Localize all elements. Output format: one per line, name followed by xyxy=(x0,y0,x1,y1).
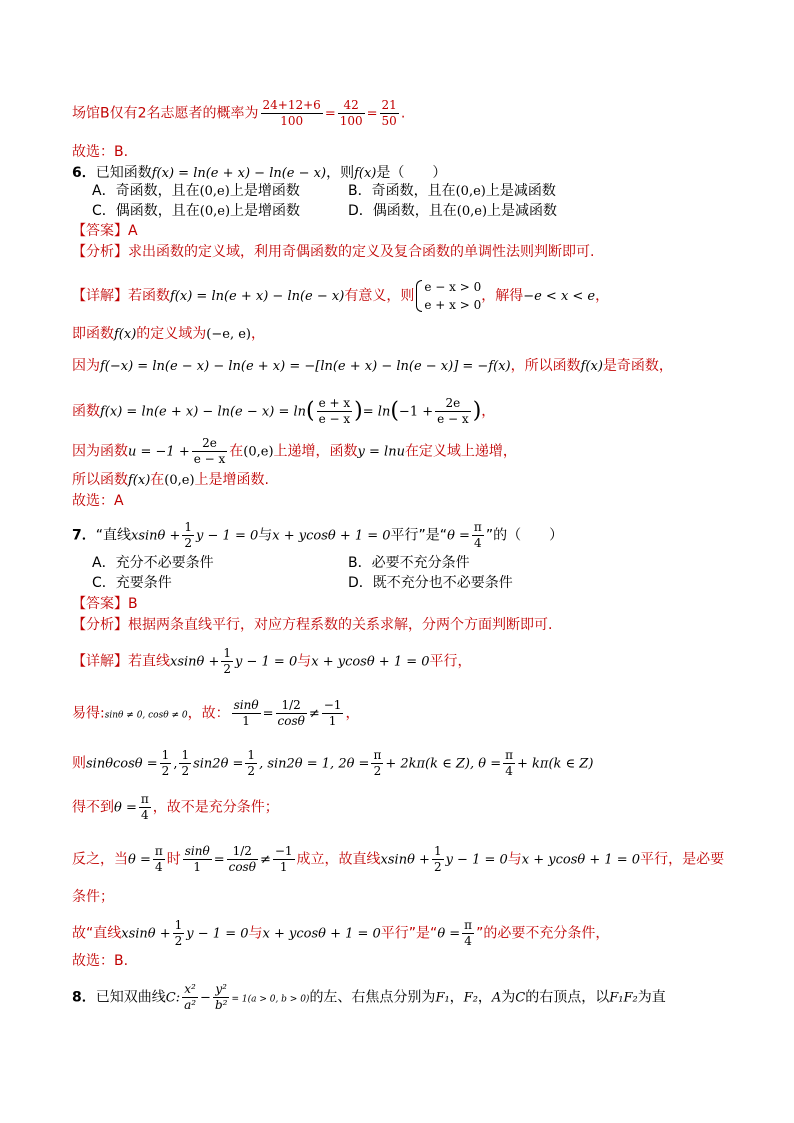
q7-d5-l1b: y − 1 = 0 xyxy=(445,852,508,868)
q7-d5-f2n: 1/2 xyxy=(227,844,258,860)
q7-d7-pi4 xyxy=(462,918,474,949)
q6-opt-c-int: (0,e) xyxy=(199,204,231,219)
q6-detail-tag: 【详解】 xyxy=(72,288,128,304)
q8-frac-x xyxy=(182,982,198,1013)
q6-d4-end: ， xyxy=(481,403,496,420)
q7-option-c xyxy=(92,573,172,593)
q5-fraction-3 xyxy=(380,98,399,129)
q6-d4-n2: 2e xyxy=(435,396,471,412)
q7-d5-d: 4 xyxy=(154,860,163,874)
q6-opt-a-letter: A． xyxy=(92,183,116,199)
q7-d5-f3n: −1 xyxy=(274,844,293,858)
q7-d2-frac2 xyxy=(276,698,307,729)
q6-d5-d2: 在定义域上递增， xyxy=(404,443,517,460)
q6-d3-expr: f(−x) = ln(e − x) − ln(e + x) = −[ln(e + x) − ln(e − x)] = −f(x) xyxy=(100,359,511,374)
q8-n1: x² xyxy=(182,982,198,998)
q6-detail-2 xyxy=(72,324,265,345)
q6-d3-a: 因为 xyxy=(72,358,100,374)
q7-opt-b-letter: B． xyxy=(348,555,372,571)
q7-final-answer: 故选：B. xyxy=(72,953,129,969)
q7-d1-n: 1 xyxy=(223,646,232,660)
q6-d4-expr: f(x) = ln(e + x) − ln(e − x) = ln xyxy=(100,404,307,420)
q5-fraction-1 xyxy=(261,98,323,129)
q7-opt-a-letter: A． xyxy=(92,555,116,571)
q8-stem-b: 的左、右焦点分别为 xyxy=(309,989,436,1006)
q7-d5-hn: 1 xyxy=(433,844,442,858)
q8-stem-g: 为直 xyxy=(637,989,666,1006)
q7-d3-n3: 1 xyxy=(247,748,256,762)
q7-d2-f1n: sinθ xyxy=(233,698,259,712)
q7-stem-a: “直线 xyxy=(95,527,132,544)
q8-minus: − xyxy=(200,990,211,1006)
q6-d4-rparen2: ) xyxy=(472,398,482,424)
q7-d7-l1a: xsinθ + xyxy=(121,926,171,942)
q7-d7-pn: π xyxy=(464,918,473,932)
q7-d3-e4: , sin2θ = 1, 2θ = xyxy=(259,756,370,772)
q8-A: A xyxy=(491,990,502,1006)
q6-d3-fx: f(x) xyxy=(580,359,603,374)
q6-opt-c-letter: C． xyxy=(92,203,116,219)
q6-stem-a: 已知函数 xyxy=(95,165,152,181)
q7-stem-c: 平行”是“ xyxy=(390,527,448,544)
q7-d5-l2: x + ycosθ + 1 = 0 xyxy=(521,852,641,868)
q7-d3-d4: 2 xyxy=(373,764,382,778)
q8-n2: y² xyxy=(213,982,230,998)
q6-opt-a-text: 奇函数，且在 xyxy=(115,183,200,199)
q7-stem-b: 与 xyxy=(258,527,273,544)
q7-d7-l2: x + ycosθ + 1 = 0 xyxy=(262,926,381,942)
q7-d5-f3d: 1 xyxy=(279,860,288,874)
q6-final-answer: 故选：A xyxy=(72,493,124,509)
q5-eq1: = xyxy=(324,106,336,122)
q6-d2-a: 即函数 xyxy=(72,326,114,342)
q7-d3-frac2 xyxy=(179,748,191,779)
q7-d3-e2: , xyxy=(173,756,178,772)
q7-d2-cond: sinθ ≠ 0, cosθ ≠ 0 xyxy=(104,710,188,721)
q7-detail-3 xyxy=(72,748,593,779)
q7-detail-5 xyxy=(72,844,724,875)
q7-d7-b: 与 xyxy=(248,925,263,942)
q7-option-d xyxy=(348,573,513,593)
q6-d4-n1: e + x xyxy=(318,396,351,410)
q7-stem-pn: π xyxy=(473,520,482,534)
q7-detail-1 xyxy=(72,646,472,677)
q7-d3-e6: + kπ(k ∈ Z) xyxy=(517,756,594,772)
q7-d7-a: 故“直线 xyxy=(72,925,122,942)
q6-opt-c-end: 上是增函数 xyxy=(230,203,301,219)
q6-d3-b: ，所以函数 xyxy=(510,358,581,374)
q6-d4-d1: e − x xyxy=(318,412,351,426)
q7-analysis-tag: 【分析】 xyxy=(72,617,128,633)
q7-answer: B xyxy=(128,596,138,612)
q6-stem-fx: f(x) xyxy=(354,166,377,181)
q8-stem-d: ， xyxy=(477,989,492,1006)
q6-d1-end: ， xyxy=(595,288,610,304)
q6-option-d xyxy=(348,201,557,222)
q6-opt-c-text: 偶函数，且在 xyxy=(115,203,200,219)
q6-d1-a: 若函数 xyxy=(128,288,170,304)
q6-analysis-tag: 【分析】 xyxy=(72,244,128,260)
q8-f2: F₂ xyxy=(463,990,478,1006)
q6-option-a xyxy=(92,181,300,202)
q6-d2-b: 的定义域为 xyxy=(136,326,207,342)
q7-stem-pi4 xyxy=(472,520,484,551)
q6-answer: A xyxy=(128,223,138,239)
q6-d1-result: −e < x < e xyxy=(523,289,596,304)
q8-number: 8． xyxy=(72,989,96,1006)
q7-d3-n1: 1 xyxy=(161,748,170,762)
q6-d5-u: u = −1 + xyxy=(128,444,190,460)
q5-f3-den: 50 xyxy=(381,114,397,128)
q5-f3-num: 21 xyxy=(381,98,397,112)
q6-opt-b-letter: B． xyxy=(348,183,372,199)
q7-d4-d: 4 xyxy=(140,808,149,822)
q6-detail-5 xyxy=(72,436,517,467)
q7-option-b xyxy=(348,553,470,573)
q7-detail-tag: 【详解】 xyxy=(72,653,128,670)
q7-d3-n5: π xyxy=(505,748,514,762)
q7-d5-hd: 2 xyxy=(433,860,442,874)
q7-d5-frac2 xyxy=(227,844,258,875)
q7-d3-frac4 xyxy=(371,748,383,779)
q7-d2-end: ， xyxy=(345,705,360,722)
q5-f1-den: 100 xyxy=(280,114,304,128)
q8-stem xyxy=(72,982,666,1013)
q7-d3-n2: 1 xyxy=(181,748,190,762)
q6-answer-tag: 【答案】 xyxy=(72,223,128,239)
q6-option-b xyxy=(348,181,556,202)
q8-stem-f: 的右顶点，以 xyxy=(525,989,610,1006)
q7-d3-frac5 xyxy=(503,748,515,779)
q7-d4-pi4 xyxy=(139,792,151,823)
q8-stem-e: 为 xyxy=(501,989,516,1006)
q7-d7-theta: θ = xyxy=(437,926,461,942)
q8-d2: b² xyxy=(214,998,228,1012)
q7-d5-f1n: sinθ xyxy=(184,844,210,858)
q7-d3-e3: sin2θ = xyxy=(193,756,244,772)
q7-d1-c: 平行， xyxy=(429,653,472,670)
q7-stem-pd: 4 xyxy=(474,536,482,550)
q7-d3-d2: 2 xyxy=(181,764,190,778)
q6-d4-lparen1: ( xyxy=(306,398,315,424)
q7-answer-tag: 【答案】 xyxy=(72,596,128,612)
q8-f1f2: F₁F₂ xyxy=(609,990,638,1006)
q7-d5-ne: ≠ xyxy=(259,852,271,868)
q6-opt-a-int: (0,e) xyxy=(199,184,230,199)
q6-d3-c: 是奇函数， xyxy=(602,358,673,374)
q7-d2-a: 易得: xyxy=(72,705,105,722)
q7-d3-e5: + 2kπ(k ∈ Z), θ = xyxy=(385,756,502,772)
q8-stem-a: 已知双曲线 xyxy=(95,989,166,1006)
q7-d5-f1d: 1 xyxy=(193,860,202,874)
q7-d3-e1: sinθcosθ = xyxy=(86,756,158,772)
q6-d1-system xyxy=(414,278,481,314)
q7-d2-ne: ≠ xyxy=(308,706,320,722)
q6-stem-b: ，则 xyxy=(326,165,355,181)
q6-d1-c: ，解得 xyxy=(481,288,524,304)
q7-d5-half xyxy=(432,844,444,875)
q7-option-a xyxy=(92,553,214,573)
q6-d5-b: 在 xyxy=(229,443,244,460)
q7-d3-a: 则 xyxy=(72,755,86,772)
q5-fraction-2 xyxy=(338,98,365,129)
q5-eq2: = xyxy=(366,106,378,122)
q7-d5-b: 时 xyxy=(166,851,181,868)
q7-d5-n: π xyxy=(154,844,163,858)
q7-d7-pd: 4 xyxy=(464,934,472,948)
q7-d2-f2d: cosθ xyxy=(277,714,305,728)
q7-d3-d1: 2 xyxy=(161,764,170,778)
q6-d1-sys2: e + x > 0 xyxy=(424,298,482,312)
q6-opt-b-end: 上是减函数 xyxy=(485,183,556,199)
q7-d5-pi4 xyxy=(153,844,165,875)
q8-C: C xyxy=(515,990,526,1006)
q7-stem-theta: θ = xyxy=(447,528,470,544)
q6-d2-domain: (−e, e) xyxy=(206,327,251,342)
q7-d2-frac1 xyxy=(232,698,261,729)
q7-opt-c-letter: C． xyxy=(92,575,116,591)
q6-d2-end: ， xyxy=(250,326,265,342)
q5-answer: 故选：B. xyxy=(72,144,129,160)
q7-analysis-line xyxy=(72,615,552,635)
q6-opt-d-text: 偶函数，且在 xyxy=(372,203,457,219)
q6-d4-lparen2: ( xyxy=(390,398,399,424)
q7-d5-f2d: cosθ xyxy=(228,860,256,874)
q6-detail-3 xyxy=(72,356,673,377)
q8-f1: F₁ xyxy=(435,990,450,1006)
q7-stem-half xyxy=(182,520,194,551)
q7-d5-e: 平行，是必要 xyxy=(640,851,725,868)
q7-d1-b: 与 xyxy=(297,653,312,670)
q7-d1-l1a: xsinθ + xyxy=(170,654,220,670)
q6-detail-6 xyxy=(72,470,269,491)
q7-stem-e: ”的（ ） xyxy=(485,527,564,544)
q7-d1-l2: x + ycosθ + 1 = 0 xyxy=(311,654,430,670)
q7-stem-d: 2 xyxy=(184,536,193,550)
q6-d6-a: 所以函数 xyxy=(72,472,128,488)
q7-opt-d-text: 既不充分也不必要条件 xyxy=(372,575,513,591)
q5-f2-den: 100 xyxy=(339,114,363,128)
q7-opt-d-letter: D． xyxy=(348,575,373,591)
q7-detail-2 xyxy=(72,698,359,729)
q7-d3-frac3 xyxy=(245,748,257,779)
q7-stem-l1b: y − 1 = 0 xyxy=(196,528,259,544)
q5-conclusion-line xyxy=(72,98,405,129)
q7-d7-d: 2 xyxy=(174,934,183,948)
q6-d1-b: 有意义，则 xyxy=(344,288,415,304)
q6-option-c xyxy=(92,201,300,222)
q7-d7-l1b: y − 1 = 0 xyxy=(186,926,249,942)
q6-detail-4 xyxy=(72,396,495,427)
q8-stem-c: C: xyxy=(165,990,181,1006)
q7-opt-b-text: 必要不充分条件 xyxy=(371,555,470,571)
q6-d6-b: 在 xyxy=(150,472,165,488)
q6-d4-d2: e − x xyxy=(437,412,469,426)
q6-d4-pre2: −1 + xyxy=(398,404,434,420)
q7-d2-frac3 xyxy=(322,698,344,729)
q8-d1: a² xyxy=(184,998,197,1012)
q7-d2-f2n: 1/2 xyxy=(276,698,307,714)
q6-d4-frac1 xyxy=(317,396,353,427)
q7-d7-e: ”的必要不充分条件， xyxy=(476,925,610,942)
q7-d5-frac3 xyxy=(273,844,295,875)
q7-opt-c-text: 充要条件 xyxy=(115,575,172,591)
q7-stem-n: 1 xyxy=(184,520,193,534)
q7-d7-n: 1 xyxy=(174,918,183,932)
q7-d7-c: 平行”是“ xyxy=(380,925,438,942)
q7-d1-a: 若直线 xyxy=(128,653,170,670)
q6-d5-frac xyxy=(192,436,228,467)
q7-detail-6: 条件； xyxy=(72,889,114,905)
q7-d1-l1b: y − 1 = 0 xyxy=(235,654,298,670)
q7-d5-l1a: xsinθ + xyxy=(380,852,430,868)
q6-answer-line xyxy=(72,221,138,241)
q7-analysis: 根据两条直线平行，对应方程系数的关系求解，分两个方面判断即可. xyxy=(128,617,553,633)
q6-d4-a: 函数 xyxy=(72,403,100,420)
q6-d4-mid: = ln xyxy=(362,404,391,420)
q6-d5-n: 2e xyxy=(192,436,228,452)
q7-detail-7 xyxy=(72,918,609,949)
q5-conclusion-text: 场馆B仅有2名志愿者的概率为 xyxy=(72,105,259,122)
q6-analysis-line xyxy=(72,242,594,262)
q7-d3-frac1 xyxy=(160,748,172,779)
q5-f2-num: 42 xyxy=(338,98,365,114)
q6-d5-c: 上递增，函数 xyxy=(273,443,358,460)
q7-d5-frac1 xyxy=(183,844,212,875)
q6-d4-frac2 xyxy=(435,396,471,427)
q7-stem-l2: x + ycosθ + 1 = 0 xyxy=(272,528,391,544)
q6-d1-func: f(x) = ln(e + x) − ln(e − x) xyxy=(170,289,345,304)
q7-d2-b: ，故： xyxy=(187,705,230,722)
q6-d5-y: y = lnu xyxy=(357,444,405,460)
q6-opt-b-text: 奇函数，且在 xyxy=(371,183,456,199)
q7-answer-line xyxy=(72,594,138,614)
q5-f1-num: 24+12+6 xyxy=(262,98,321,112)
q6-d5-int: (0,e) xyxy=(243,444,274,460)
q6-d6-int: (0,e) xyxy=(164,473,195,488)
q7-stem xyxy=(72,520,563,551)
q8-frac-y xyxy=(213,982,230,1013)
q7-d3-d5: 4 xyxy=(505,764,513,778)
q7-d5-theta: θ = xyxy=(128,852,151,868)
q7-d3-n4: π xyxy=(373,748,382,762)
q7-number: 7． xyxy=(72,527,96,544)
q7-d1-d: 2 xyxy=(223,662,232,676)
q7-d3-d3: 2 xyxy=(247,764,256,778)
q7-d2-eq: = xyxy=(262,706,274,722)
q7-d5-eq: = xyxy=(213,852,225,868)
q6-stem-c: 是（ ） xyxy=(376,165,447,181)
q6-d5-a: 因为函数 xyxy=(72,443,128,460)
q6-detail-1 xyxy=(72,278,609,314)
q7-d1-half xyxy=(221,646,233,677)
q7-d7-half xyxy=(173,918,185,949)
q7-d5-c: 成立，故直线 xyxy=(296,851,381,868)
q8-cond: = 1(a > 0, b > 0) xyxy=(231,994,310,1005)
q7-stem-l1a: xsinθ + xyxy=(131,528,181,544)
q6-opt-d-int: (0,e) xyxy=(456,204,488,219)
q6-d1-sys1: e − x > 0 xyxy=(424,280,482,294)
q7-d4-a: 得不到 xyxy=(72,799,114,816)
q7-opt-a-text: 充分不必要条件 xyxy=(115,555,214,571)
q6-stem-func: f(x) = ln(e + x) − ln(e − x) xyxy=(151,166,327,181)
q6-opt-b-int: (0,e) xyxy=(455,184,486,199)
q6-d6-c: 上是增函数. xyxy=(194,472,269,488)
q5-end: . xyxy=(400,105,406,122)
q7-d2-f3n: −1 xyxy=(323,698,342,712)
q6-d2-fx: f(x) xyxy=(114,327,137,342)
q6-opt-a-end: 上是增函数 xyxy=(229,183,300,199)
q6-number: 6． xyxy=(72,165,96,181)
q7-d5-d2: 与 xyxy=(507,851,522,868)
q7-d5-a: 反之，当 xyxy=(72,851,128,868)
q6-opt-d-letter: D． xyxy=(348,203,373,219)
q7-d2-f3d: 1 xyxy=(328,714,337,728)
q7-d4-n: π xyxy=(140,792,149,806)
q8-sep: ， xyxy=(449,989,464,1006)
q6-d4-rparen1: ) xyxy=(354,398,363,424)
q6-d6-fx: f(x) xyxy=(128,473,151,488)
q7-detail-4 xyxy=(72,792,279,823)
q7-d4-b: ，故不是充分条件； xyxy=(152,799,279,816)
q7-d2-f1d: 1 xyxy=(242,714,250,728)
q7-d4-theta: θ = xyxy=(114,800,137,816)
q6-opt-d-end: 上是减函数 xyxy=(487,203,558,219)
q6-d5-d: e − x xyxy=(193,452,226,466)
q6-analysis: 求出函数的定义域，利用奇偶函数的定义及复合函数的单调性法则判断即可. xyxy=(128,244,595,260)
